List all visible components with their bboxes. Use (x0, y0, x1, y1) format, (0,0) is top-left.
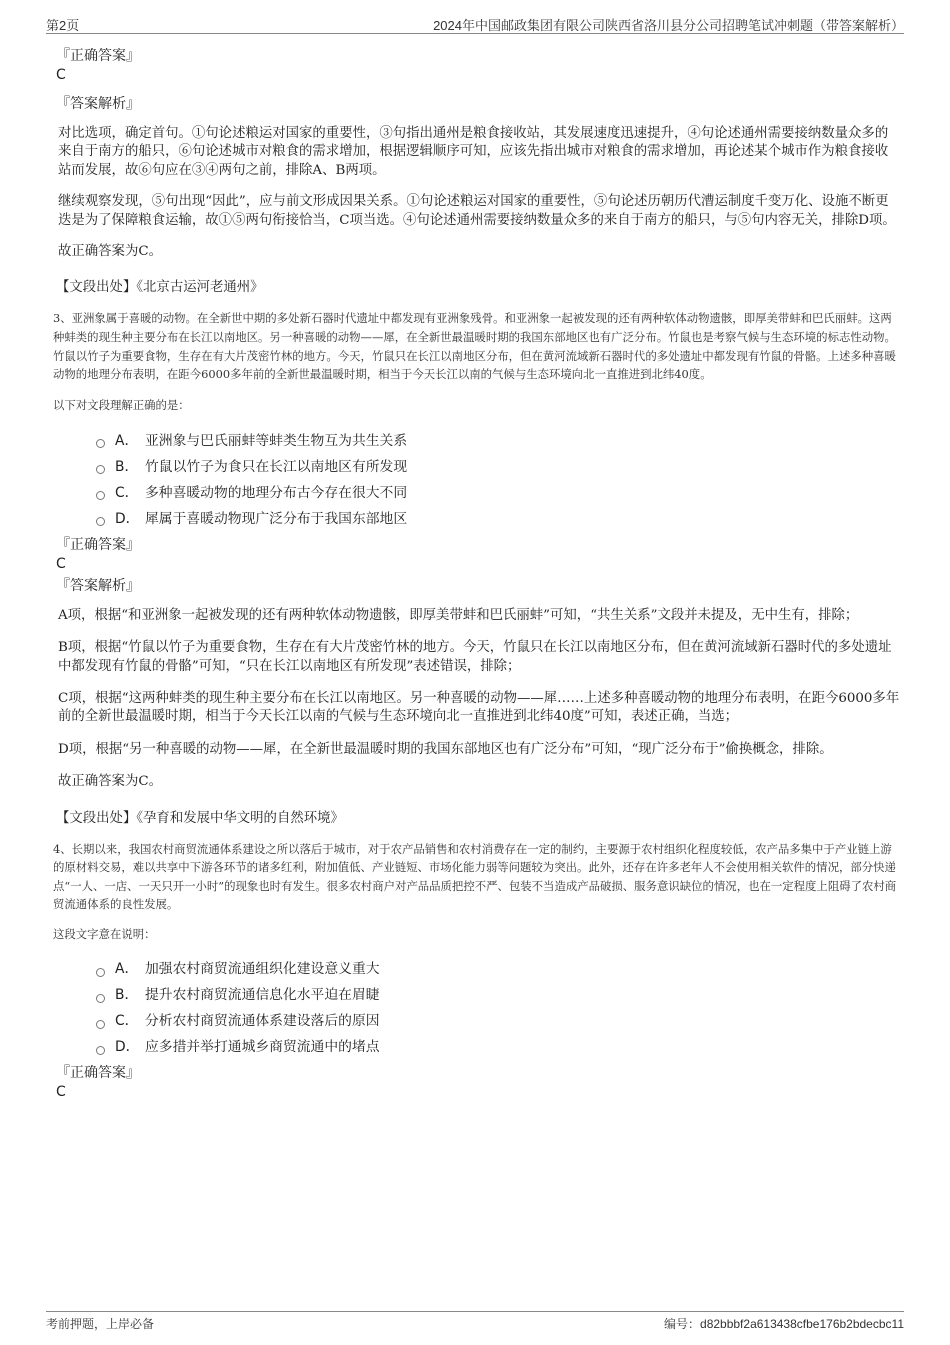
analysis-label: 『答案解析』 (56, 96, 140, 112)
correct-answer-label: 『正确答案』 (56, 48, 140, 64)
option-d[interactable] (96, 1034, 901, 1060)
correct-answer-label: 『正确答案』 (56, 536, 140, 553)
source-citation: 【文段出处】《孕育和发展中华文明的自然环境》 (56, 810, 344, 826)
option-text: 加强农村商贸流通组织化建设意义重大 (145, 961, 380, 978)
question-text: 3、亚洲象属于喜暖的动物。在全新世中期的多处新石器时代遗址中都发现有亚洲象残骨。和亚洲象一起被发现的还有两种软体动物遗骸，即厚美带蚌和巴氏丽蚌。这两种蚌类的现生种主要分布在长江以南地区。另一种喜暖的动物——犀，在全新世最温暖时期的我国东部地区也有广泛分布。竹鼠也是考察气候与生态环境的标志性动物。竹鼠以竹子为重要食物，生存在有大片茂密竹林的地方。今天，竹鼠只在长江以南地区分布，但在黄河流域新石器时代的多处遗址中都发现有竹鼠的骨骼。上述多种喜暖动物的地理分布表明，在距今6000多年前的全新世最温暖时期，相当于今天长江以南的气候与生态环境向北一直推进到北纬40度。 (53, 311, 896, 382)
option-text: 亚洲象与巴氏丽蚌等蚌类生物互为共生关系 (145, 432, 408, 449)
option-letter: B． (115, 987, 139, 1004)
radio-icon[interactable] (96, 994, 105, 1003)
radio-icon[interactable] (96, 1020, 105, 1029)
analysis-paragraph: B项，根据“竹鼠以竹子为重要食物，生存在有大片茂密竹林的地方。今天，竹鼠只在长江以南地区分布，但在黄河流域新石器时代的多处遗址中都发现有竹鼠的骨骼”可知，“只在长江以南地区有所发现”表述错误，排除； (58, 640, 892, 674)
question-4 (53, 840, 901, 1102)
correct-answer-value: C (56, 555, 66, 572)
option-a[interactable] (96, 956, 901, 982)
analysis-paragraph: 继续观察发现，⑤句出现“因此”，应与前文形成因果关系。①句论述粮运对国家的重要性，⑤句论述历朝历代漕运制度千变万化、设施不断更迭是为了保障粮食运输，故①⑤两句衔接恰当，C项当选。④句论述通州需要接纳数量众多的来自于南方的船只，与⑤句内容无关，排除D项。 (58, 194, 896, 228)
option-letter: C． (115, 484, 139, 501)
question-text: 4、长期以来，我国农村商贸流通体系建设之所以落后于城市，对于农产品销售和农村消费存在一定的制约，主要源于农村组织化程度较低，农产品多集中于产业链上游的原材料交易，难以共享中下游各环节的诸多红利，附加值低、产业链短、市场化能力弱等问题较为突出。此外，还存在许多老年人不会使用相关软件的情况，部分快递点“一人、一店、一天只开一小时”的现象也时有发生。很多农村商户对产品品质把控不严、包装不当造成产品破损、服务意识缺位的情况，也在一定程度上阻碍了农村商贸流通体系的良性发展。 (53, 841, 897, 912)
analysis-label: 『答案解析』 (56, 577, 140, 594)
document-title: 2024年中国邮政集团有限公司陕西省洛川县分公司招聘笔试冲刺题（带答案解析） (433, 18, 904, 33)
option-text: 应多措并举打通城乡商贸流通中的堵点 (145, 1039, 380, 1056)
question-2-answer-section (56, 47, 901, 297)
radio-icon[interactable] (96, 465, 105, 474)
page-header (46, 14, 904, 34)
analysis-conclusion: 故正确答案为C。 (58, 244, 162, 260)
option-c[interactable] (96, 480, 901, 506)
radio-icon[interactable] (96, 968, 105, 977)
option-b[interactable] (96, 454, 901, 480)
option-text: 分析农村商贸流通体系建设落后的原因 (145, 1013, 380, 1030)
option-text: 多种喜暖动物的地理分布古今存在很大不同 (145, 484, 408, 501)
option-list (96, 956, 901, 1060)
option-letter: A． (115, 961, 139, 978)
question-prompt: 以下对文段理解正确的是： (53, 397, 190, 412)
option-text: 提升农村商贸流通信息化水平迫在眉睫 (145, 987, 380, 1004)
option-letter: D． (115, 510, 140, 527)
source-citation: 【文段出处】《北京古运河老通州》 (56, 280, 264, 296)
option-text: 竹鼠以竹子为食只在长江以南地区有所发现 (145, 458, 408, 475)
option-list (96, 428, 901, 532)
option-letter: D． (115, 1039, 140, 1056)
option-letter: B． (115, 458, 139, 475)
radio-icon[interactable] (96, 1046, 105, 1055)
radio-icon[interactable] (96, 517, 105, 526)
option-a[interactable] (96, 428, 901, 454)
correct-answer-value: C (56, 1084, 66, 1101)
document-body (53, 46, 901, 1102)
question-prompt: 这段文字意在说明： (53, 927, 156, 942)
page-number: 第2页 (46, 18, 80, 33)
option-b[interactable] (96, 982, 901, 1008)
page-footer (46, 1311, 904, 1334)
option-text: 犀属于喜暖动物现广泛分布于我国东部地区 (145, 510, 408, 527)
option-d[interactable] (96, 506, 901, 532)
option-letter: A． (115, 432, 139, 449)
analysis-paragraph: D项，根据“另一种喜暖的动物——犀，在全新世最温暖时期的我国东部地区也有广泛分布”可知，“现广泛分布于”偷换概念，排除。 (58, 741, 833, 757)
option-c[interactable] (96, 1008, 901, 1034)
option-letter: C． (115, 1013, 139, 1030)
analysis-paragraph: C项，根据“这两种蚌类的现生种主要分布在长江以南地区。另一种喜暖的动物——犀……上述多种喜暖动物的地理分布表明，在距今6000多年前的全新世最温暖时期，相当于今天长江以南的气候与生态环境向北一直推进到北纬40度”可知，表述正确，当选； (58, 691, 900, 725)
correct-answer-value: C (56, 67, 66, 83)
document-id: 编号：d82bbbf2a613438cfbe176b2bdecbc11 (664, 1317, 904, 1331)
analysis-paragraph: A项，根据“和亚洲象一起被发现的还有两种软体动物遗骸，即厚美带蚌和巴氏丽蚌”可知，“共生关系”文段并未提及，无中生有，排除； (58, 607, 859, 623)
question-3 (53, 309, 901, 827)
analysis-paragraph: 对比选项，确定首句。①句论述粮运对国家的重要性，③句指出通州是粮食接收站，其发展速度迅速提升，④句论述通州需要接纳数量众多的来自于南方的船只，⑥句论述城市对粮食的需求增加，根据逻辑顺序可知，应该先指出城市对粮食的需求增加，再论述某个城市作为粮食接收站而发展，故⑥句应在③④两句之前，排除A、B两项。 (58, 126, 889, 178)
analysis-conclusion: 故正确答案为C。 (58, 774, 162, 790)
radio-icon[interactable] (96, 491, 105, 500)
correct-answer-label: 『正确答案』 (56, 1065, 140, 1082)
footer-slogan: 考前押题，上岸必备 (46, 1317, 155, 1331)
radio-icon[interactable] (96, 439, 105, 448)
